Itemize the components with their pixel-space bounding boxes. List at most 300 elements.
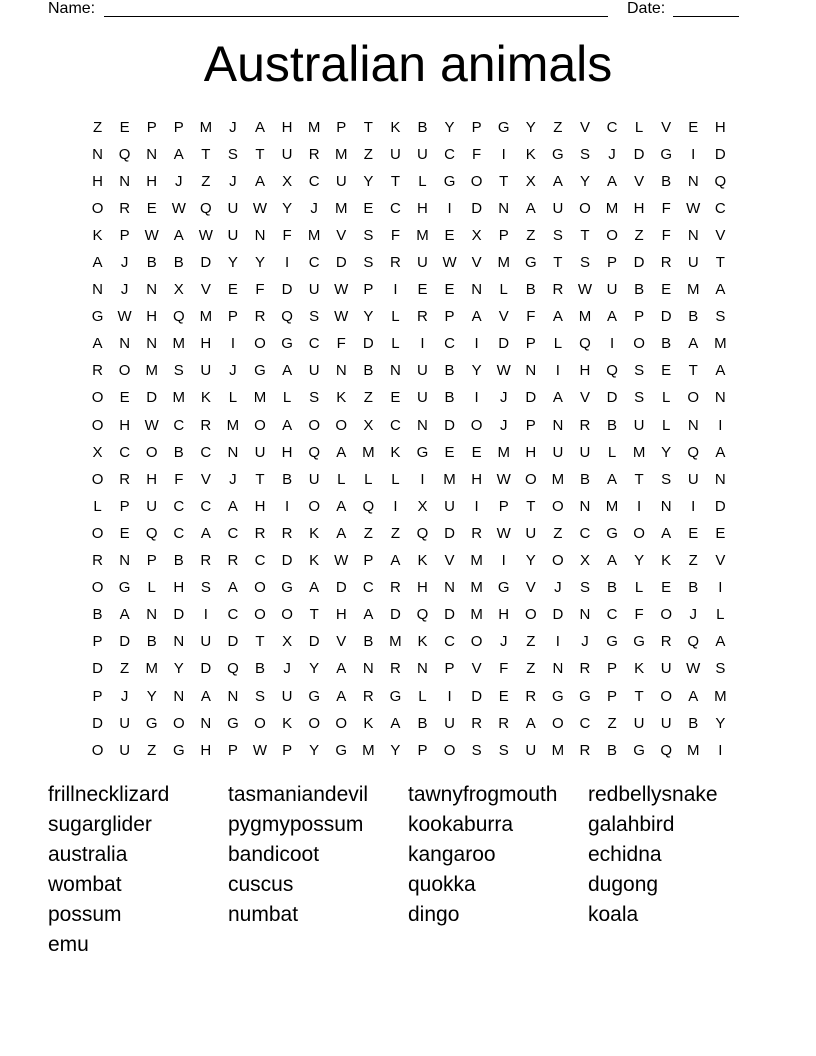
grid-cell: K (309, 552, 320, 570)
grid-cell: O (633, 335, 645, 353)
grid-cell: L (337, 470, 346, 488)
grid-cell: O (552, 552, 564, 570)
grid-cell: O (470, 416, 483, 434)
grid-cell: H (335, 606, 347, 624)
grid-cell: T (255, 633, 265, 651)
grid-cell: T (526, 497, 536, 515)
grid-cell: N (579, 606, 591, 624)
grid-cell: T (553, 254, 563, 272)
grid-cell: J (499, 416, 508, 434)
word-list-item: kangaroo (408, 843, 496, 866)
grid-cell: U (119, 741, 131, 759)
grid-cell: D (498, 335, 510, 353)
grid-cell: V (715, 552, 726, 570)
grid-cell: M (687, 281, 700, 299)
grid-cell: H (633, 199, 645, 217)
word-list-item: quokka (408, 873, 476, 896)
grid-cell: O (552, 497, 564, 515)
grid-cell: H (281, 443, 293, 461)
grid-row (84, 358, 734, 385)
word-list-item: galahbird (588, 813, 675, 836)
grid-cell: R (579, 660, 591, 678)
grid-cell: R (471, 714, 483, 732)
grid-cell: I (501, 145, 506, 163)
grid-cell: M (334, 199, 348, 217)
header (0, 0, 816, 20)
grid-cell: N (173, 687, 185, 705)
grid-cell: L (391, 308, 400, 326)
grid-cell: G (633, 741, 645, 759)
grid-cell: U (660, 660, 672, 678)
grid-cell: J (229, 172, 237, 190)
word-list-item: dugong (588, 873, 659, 896)
grid-cell: D (552, 606, 564, 624)
grid-cell: U (389, 145, 401, 163)
grid-cell: F (472, 145, 482, 163)
grid-cell: A (715, 443, 726, 461)
grid-cell: W (117, 308, 132, 326)
grid-cell: P (634, 308, 645, 326)
grid-cell: A (92, 335, 103, 353)
grid-cell: T (309, 606, 319, 624)
grid-cell: M (605, 199, 619, 217)
grid-cell: B (634, 281, 645, 299)
grid-cell: I (609, 335, 615, 353)
grid-cell: W (334, 308, 349, 326)
grid-cell: A (255, 172, 266, 190)
grid-cell: I (474, 497, 479, 515)
page-title: Australian animals (203, 36, 613, 92)
grid-cell: P (607, 660, 618, 678)
grid-cell: A (227, 579, 238, 597)
grid-cell: O (254, 416, 266, 434)
grid-cell: D (444, 606, 455, 624)
grid-cell: K (525, 145, 536, 163)
grid-row (84, 602, 734, 629)
grid-row (84, 575, 734, 602)
grid-cell: T (634, 470, 644, 488)
grid-cell: E (661, 579, 672, 597)
grid-cell: P (444, 308, 455, 326)
grid-cell: O (254, 606, 266, 624)
grid-cell: D (146, 389, 158, 407)
grid-cell: Z (526, 660, 536, 678)
grid-cell: S (227, 145, 238, 163)
grid-cell: P (173, 118, 184, 136)
grid-cell: V (579, 389, 590, 407)
grid-cell: V (471, 660, 482, 678)
grid-row (84, 412, 734, 439)
grid-cell: F (526, 308, 536, 326)
grid-cell: S (200, 579, 211, 597)
grid-cell: Q (172, 308, 185, 326)
grid-cell: L (228, 389, 238, 407)
grid-cell: B (688, 579, 699, 597)
grid-cell: R (119, 470, 131, 488)
grid-cell: R (92, 362, 103, 380)
grid-cell: B (363, 633, 374, 651)
grid-cell: A (607, 552, 618, 570)
grid-cell: D (362, 335, 374, 353)
grid-cell: U (417, 362, 428, 380)
grid-cell: O (308, 497, 320, 515)
grid-cell: D (660, 308, 672, 326)
grid-cell: G (254, 362, 266, 380)
grid-cell: Z (390, 524, 400, 542)
grid-cell: F (661, 226, 671, 244)
grid-cell: C (362, 579, 374, 597)
grid-cell: C (173, 497, 185, 515)
grid-cell: J (554, 579, 562, 597)
grid-cell: M (253, 389, 267, 407)
grid-cell: L (282, 389, 292, 407)
grid-cell: Y (525, 552, 536, 570)
grid-cell: E (390, 389, 401, 407)
grid-cell: A (282, 362, 293, 380)
grid-cell: N (146, 281, 158, 299)
grid-cell: U (417, 389, 428, 407)
grid-cell: P (525, 416, 536, 434)
grid-cell: G (416, 443, 429, 461)
grid-cell: M (578, 308, 592, 326)
grid-cell: O (254, 579, 266, 597)
grid-cell: N (200, 714, 212, 732)
grid-cell: N (687, 226, 699, 244)
grid-cell: T (580, 226, 590, 244)
grid-cell: V (661, 118, 672, 136)
grid-cell: N (417, 416, 428, 434)
grid-cell: B (688, 714, 699, 732)
grid-cell: A (715, 633, 726, 651)
grid-cell: Y (227, 254, 238, 272)
grid-cell: M (605, 497, 619, 515)
grid-cell: J (120, 281, 129, 299)
grid-cell: T (255, 470, 265, 488)
grid-cell: D (606, 389, 618, 407)
grid-cell: U (200, 633, 212, 651)
grid-cell: Z (526, 633, 536, 651)
grid-cell: D (471, 199, 483, 217)
grid-cell: T (201, 145, 211, 163)
grid-cell: W (496, 362, 511, 380)
grid-cell: O (606, 226, 618, 244)
grid-cell: Y (525, 118, 536, 136)
grid-cell: R (254, 308, 266, 326)
grid-cell: L (607, 443, 617, 461)
grid-cell: Z (526, 226, 536, 244)
grid-cell: L (391, 470, 400, 488)
date-label: Date: (627, 0, 666, 17)
grid-cell: H (254, 497, 266, 515)
grid-cell: R (281, 524, 293, 542)
grid-cell: B (661, 172, 672, 190)
grid-cell: C (308, 254, 320, 272)
grid-cell: S (552, 226, 563, 244)
grid-cell: N (552, 660, 564, 678)
grid-cell: S (579, 579, 590, 597)
grid-cell: C (389, 199, 401, 217)
grid-cell: Q (687, 443, 700, 461)
grid-cell: N (525, 362, 537, 380)
grid-cell: V (715, 226, 726, 244)
grid-cell: N (552, 416, 564, 434)
grid-cell: Q (200, 199, 212, 217)
grid-cell: N (714, 389, 726, 407)
grid-cell: E (688, 524, 699, 542)
grid-cell: H (471, 470, 483, 488)
grid-cell: D (200, 660, 212, 678)
grid-cell: F (499, 660, 509, 678)
grid-cell: Z (363, 389, 373, 407)
word-list-item: koala (588, 903, 639, 926)
grid-cell: R (417, 308, 428, 326)
grid-cell: R (471, 524, 483, 542)
grid-cell: W (496, 524, 511, 542)
grid-cell: M (416, 226, 429, 244)
grid-cell: D (714, 497, 726, 515)
grid-cell: E (661, 362, 672, 380)
grid-cell: P (363, 552, 374, 570)
grid-cell: X (471, 226, 482, 244)
grid-cell: Q (660, 741, 673, 759)
name-label: Name: (48, 0, 96, 17)
grid-cell: M (362, 741, 375, 759)
grid-cell: O (660, 606, 673, 624)
grid-cell: C (308, 172, 320, 190)
grid-cell: R (389, 660, 401, 678)
grid-cell: X (417, 497, 428, 515)
grid-cell: X (173, 281, 184, 299)
grid-cell: S (634, 389, 645, 407)
grid-cell: U (308, 470, 320, 488)
grid-cell: I (447, 199, 452, 217)
grid-cell: H (146, 172, 158, 190)
grid-cell: K (92, 226, 103, 244)
grid-cell: U (227, 199, 239, 217)
grid-cell: Z (120, 660, 130, 678)
grid-cell: H (579, 362, 591, 380)
grid-cell: G (389, 687, 402, 705)
grid-cell: H (146, 470, 158, 488)
grid-cell: X (92, 443, 103, 461)
grid-cell: B (173, 443, 184, 461)
grid-cell: C (714, 199, 726, 217)
word-list-item: cuscus (228, 873, 294, 896)
grid-row (84, 548, 734, 575)
grid-cell: U (633, 714, 645, 732)
grid-cell: B (579, 470, 590, 488)
grid-cell: W (334, 552, 349, 570)
grid-cell: O (633, 524, 645, 542)
grid-cell: U (633, 416, 645, 434)
grid-cell: B (688, 308, 699, 326)
grid-cell: H (525, 443, 537, 461)
grid-cell: O (118, 362, 131, 380)
grid-cell: H (200, 741, 212, 759)
grid-cell: Z (147, 741, 157, 759)
grid-cell: W (334, 281, 349, 299)
grid-cell: O (91, 741, 104, 759)
grid-cell: Z (201, 172, 211, 190)
grid-cell: D (444, 416, 455, 434)
grid-cell: U (200, 362, 212, 380)
word-list-item: bandicoot (228, 843, 320, 866)
grid-cell: B (444, 389, 455, 407)
grid-cell: J (499, 389, 508, 407)
grid-cell: D (335, 254, 347, 272)
grid-cell: P (146, 118, 157, 136)
grid-cell: D (633, 145, 645, 163)
name-line (104, 0, 608, 17)
grid-cell: A (200, 524, 211, 542)
grid-cell: E (498, 687, 509, 705)
word-list-item: numbat (228, 903, 299, 926)
grid-cell: C (308, 335, 320, 353)
grid-cell: A (92, 254, 103, 272)
grid-cell: A (336, 497, 347, 515)
grid-cell: A (119, 606, 130, 624)
grid-cell: K (390, 443, 401, 461)
grid-cell: P (92, 687, 103, 705)
word-list-item: tawnyfrogmouth (408, 783, 558, 806)
grid-cell: S (309, 308, 320, 326)
grid-cell: A (255, 118, 266, 136)
grid-row (84, 195, 734, 222)
grid-cell: I (420, 470, 425, 488)
grid-cell: A (715, 281, 726, 299)
grid-cell: M (199, 308, 213, 326)
grid-cell: S (634, 362, 645, 380)
grid-cell: D (119, 633, 131, 651)
grid-cell: B (282, 470, 293, 488)
grid-cell: G (606, 524, 618, 542)
grid-cell: P (498, 226, 509, 244)
grid-cell: A (552, 389, 563, 407)
grid-cell: C (389, 416, 401, 434)
grid-cell: N (471, 281, 483, 299)
grid-cell: N (173, 633, 185, 651)
grid-cell: Y (363, 172, 374, 190)
grid-cell: L (716, 606, 725, 624)
grid-cell: U (308, 362, 320, 380)
grid-cell: B (661, 335, 672, 353)
grid-cell: C (606, 606, 618, 624)
grid-cell: R (119, 199, 131, 217)
grid-cell: J (689, 606, 697, 624)
grid-cell: M (307, 118, 321, 136)
grid-cell: O (524, 470, 537, 488)
grid-cell: Y (390, 741, 401, 759)
grid-cell: M (714, 335, 727, 353)
grid-cell: N (92, 145, 103, 163)
grid-cell: D (281, 552, 293, 570)
grid-cell: V (200, 470, 211, 488)
grid-cell: O (308, 416, 320, 434)
grid-cell: I (555, 633, 560, 651)
grid-cell: F (255, 281, 265, 299)
grid-cell: Q (281, 308, 293, 326)
grid-cell: L (93, 497, 102, 515)
grid-cell: W (686, 199, 701, 217)
grid-cell: N (579, 497, 591, 515)
grid-cell: S (255, 687, 266, 705)
date-line (673, 0, 739, 17)
grid-cell: N (687, 172, 699, 190)
grid-cell: D (281, 281, 293, 299)
grid-cell: R (254, 524, 266, 542)
grid-cell: I (718, 579, 723, 597)
grid-cell: M (551, 470, 565, 488)
grid-cell: L (418, 172, 427, 190)
grid-cell: Z (607, 714, 617, 732)
grid-cell: Z (363, 524, 373, 542)
grid-cell: R (92, 552, 103, 570)
grid-cell: C (444, 633, 455, 651)
grid-cell: B (607, 741, 618, 759)
grid-cell: A (552, 308, 563, 326)
grid-cell: R (579, 416, 591, 434)
grid-cell: O (443, 741, 456, 759)
grid-cell: Q (145, 524, 158, 542)
grid-cell: U (660, 714, 672, 732)
grid-cell: O (281, 606, 293, 624)
grid-cell: Q (606, 362, 618, 380)
grid-row (84, 656, 734, 683)
grid-cell: M (362, 443, 375, 461)
grid-cell: V (579, 118, 590, 136)
grid-cell: E (417, 281, 428, 299)
grid-cell: E (363, 199, 374, 217)
grid-cell: Q (416, 524, 429, 542)
grid-cell: N (146, 145, 158, 163)
grid-cell: I (285, 254, 290, 272)
grid-cell: A (336, 687, 347, 705)
grid-cell: V (336, 633, 347, 651)
grid-cell: A (390, 714, 401, 732)
grid-cell: L (553, 335, 563, 353)
grid-cell: G (633, 633, 645, 651)
grid-cell: Y (309, 741, 320, 759)
grid-cell: M (443, 470, 456, 488)
grid-cell: G (552, 145, 564, 163)
grid-cell: L (634, 118, 644, 136)
word-list-item: kookaburra (408, 813, 514, 836)
grid-cell: A (363, 606, 374, 624)
grid-cell: E (661, 281, 672, 299)
grid-cell: L (634, 579, 644, 597)
grid-cell: M (470, 552, 483, 570)
grid-cell: R (660, 633, 672, 651)
grid-cell: B (417, 714, 428, 732)
grid-cell: P (119, 226, 130, 244)
grid-cell: U (227, 226, 239, 244)
grid-cell: Z (363, 145, 373, 163)
grid-cell: P (498, 497, 509, 515)
grid-cell: R (200, 416, 212, 434)
grid-cell: T (390, 172, 400, 190)
grid-cell: N (335, 362, 347, 380)
grid-cell: F (390, 226, 400, 244)
grid-cell: C (119, 443, 131, 461)
grid-cell: N (227, 687, 239, 705)
grid-cell: K (200, 389, 211, 407)
word-list-item: dingo (408, 903, 460, 926)
grid-cell: P (119, 497, 130, 515)
grid-cell: N (362, 660, 374, 678)
grid-cell: Y (715, 714, 726, 732)
grid-cell: N (417, 660, 428, 678)
grid-cell: Q (579, 335, 591, 353)
